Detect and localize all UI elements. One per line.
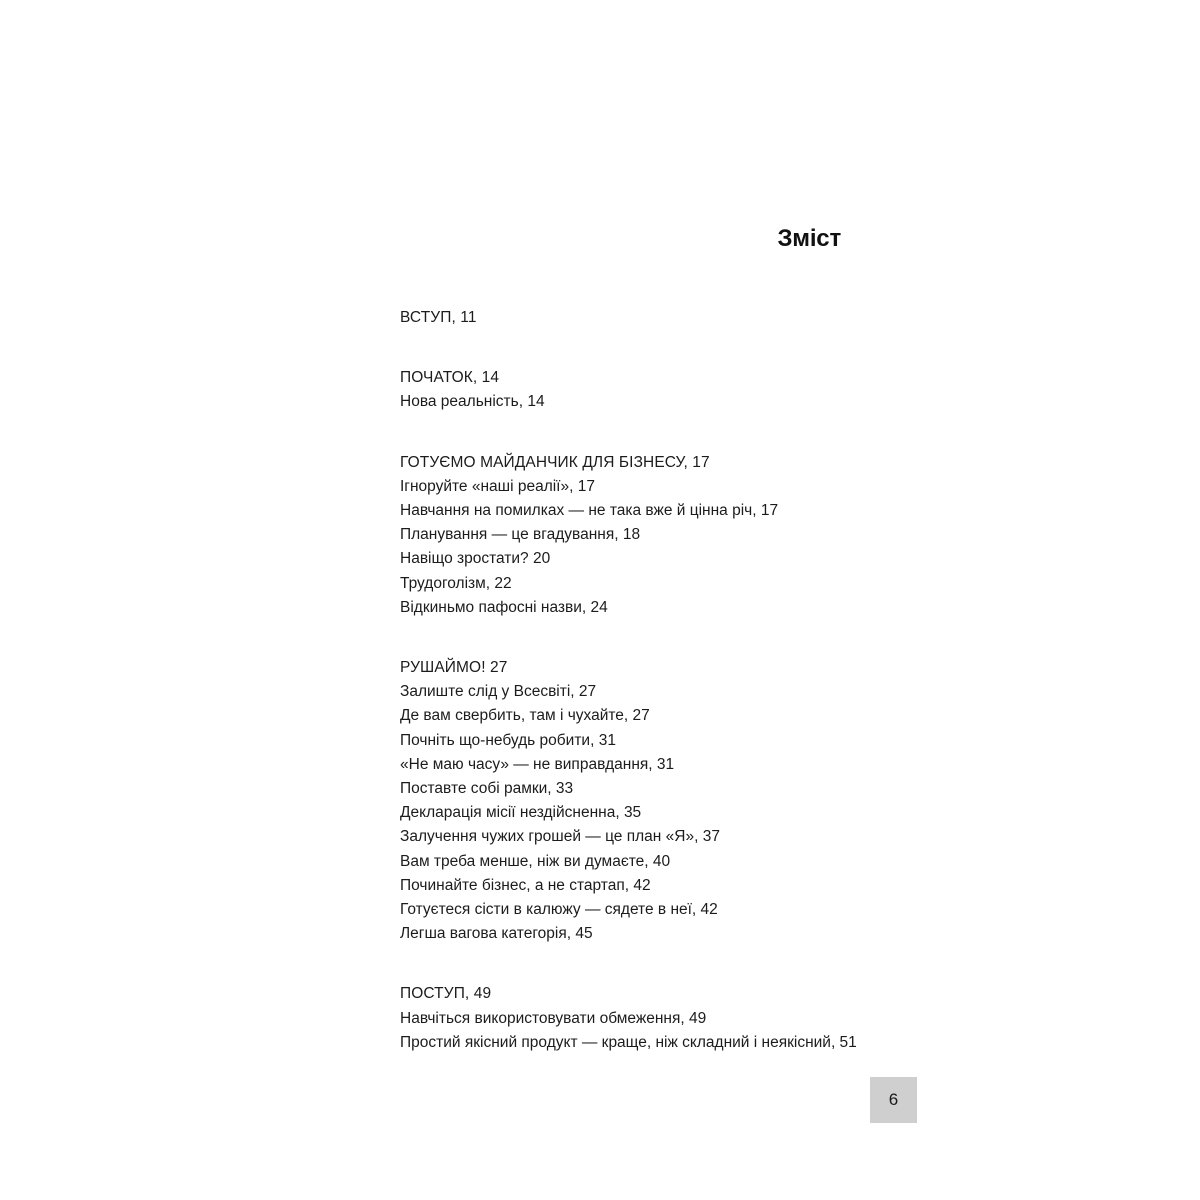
toc-entry: Поставте собі рамки, 33 <box>400 780 574 798</box>
toc-section <box>400 656 870 946</box>
toc-entry: Залиште слід у Всесвіті, 27 <box>400 683 597 701</box>
toc-entry: Планування — це вгадування, 18 <box>400 526 641 544</box>
page-number-box <box>870 1077 917 1123</box>
toc-section <box>400 306 870 330</box>
toc-entry: «Не маю часу» — не виправдання, 31 <box>400 755 675 773</box>
toc-section <box>400 451 870 620</box>
toc-entry: Нова реальність, 14 <box>400 393 545 411</box>
toc-entry: Простий якісний продукт — краще, ніж складний і неякісний, 51 <box>400 1033 857 1051</box>
page-title: Зміст <box>777 225 841 252</box>
toc-entry: Декларація місії нездійсненна, 35 <box>400 804 642 822</box>
toc-entry: Навіщо зростати? 20 <box>400 550 551 568</box>
toc-entry: Залучення чужих грошей — це план «Я», 37 <box>400 828 720 846</box>
toc-entry: Де вам свербить, там і чухайте, 27 <box>400 707 650 725</box>
toc-entry: Починайте бізнес, а не стартап, 42 <box>400 876 651 894</box>
toc-section-heading: ВСТУП, 11 <box>400 309 477 326</box>
toc-section-heading: РУШАЙМО! 27 <box>400 659 508 677</box>
toc-section <box>400 982 870 1055</box>
page-number: 6 <box>888 1090 899 1109</box>
toc-section-heading: ПОЧАТОК, 14 <box>400 369 500 387</box>
toc-entry: Ігноруйте «наші реалії», 17 <box>400 477 595 495</box>
toc-entry: Вам треба менше, ніж ви думаєте, 40 <box>400 852 671 870</box>
toc-entry: Навчання на помилках — не така вже й цінна річ, 17 <box>400 502 779 520</box>
toc-entry: Почніть що-небудь робити, 31 <box>400 731 616 749</box>
toc-entry: Навчіться використовувати обмеження, 49 <box>400 1009 707 1027</box>
toc-entry: Легша вагова категорія, 45 <box>400 925 593 943</box>
toc-section-heading: ГОТУЄМО МАЙДАНЧИК ДЛЯ БІЗНЕСУ, 17 <box>400 453 710 471</box>
table-of-contents <box>400 306 870 1091</box>
toc-entry: Готуєтеся сісти в калюжу — сядете в неї, 42 <box>400 901 718 919</box>
toc-entry: Трудоголізм, 22 <box>400 574 512 592</box>
toc-section <box>400 366 870 414</box>
toc-section-heading: ПОСТУП, 49 <box>400 985 492 1003</box>
toc-entry: Відкиньмо пафосні назви, 24 <box>400 598 608 616</box>
